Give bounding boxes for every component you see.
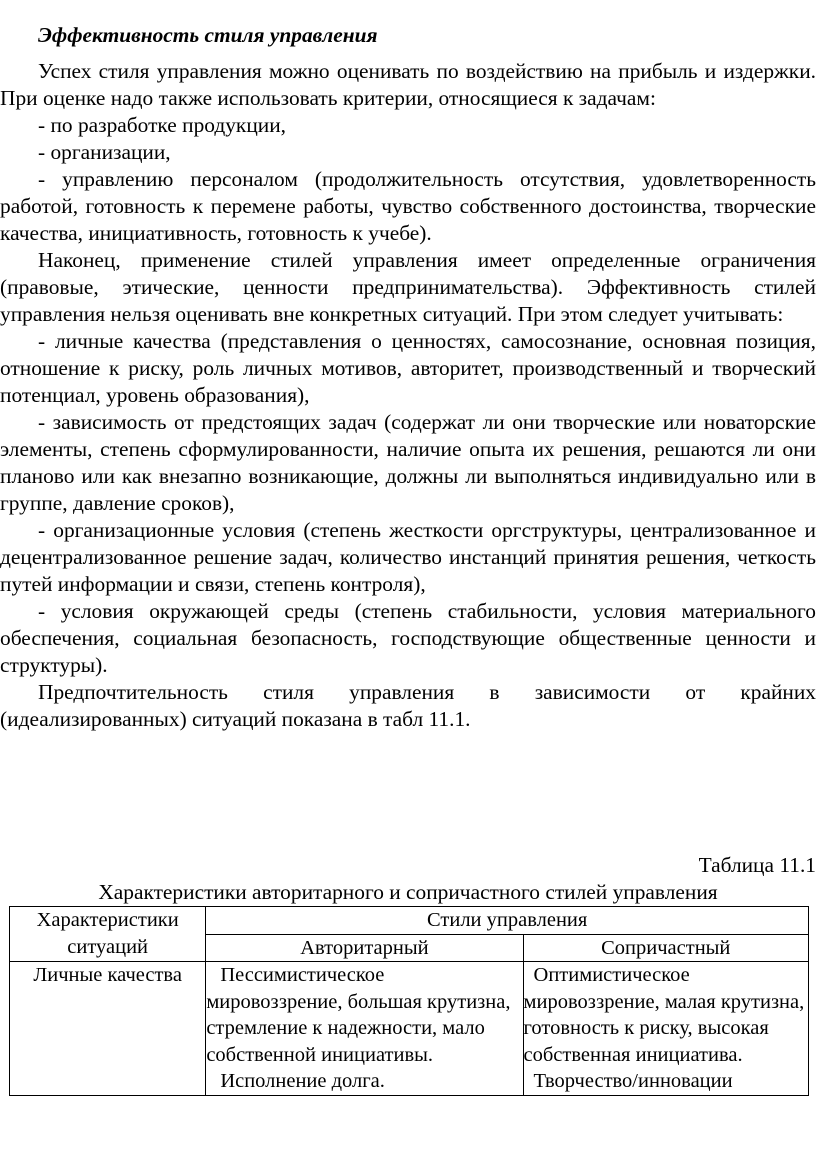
body-text bbox=[0, 58, 816, 733]
list-item-environment-conditions: - условия окружающей среды (степень стабильности, условия материального обеспечения, социальная безопасность, господствующие общественные ценности и структуры). bbox=[0, 599, 816, 677]
cell-participative-text: Оптимистическое мировоззрение, малая крутизна, готовность к риску, высокая собственная инициатива. bbox=[523, 964, 805, 1066]
list-item-task-dependency: - зависимость от предстоящих задач (содержат ли они творческие или новаторские элементы, степень сформулированности, наличие опыта их решения, решаются ли они планово или как внезапно возникающие, должны ли выполняться индивидуально или в группе, давление сроков), bbox=[0, 410, 816, 515]
paragraph-preference: Предпочтительность стиля управления в зависимости от крайних (идеализированных) ситуаций показана в табл 11.1. bbox=[0, 680, 816, 731]
cell-authoritarian bbox=[206, 962, 523, 1096]
list-item-product-development: - по разработке продукции, bbox=[38, 113, 287, 137]
header-participative: Сопричастный bbox=[523, 934, 808, 962]
header-situation-characteristics: Характеристики ситуаций bbox=[10, 907, 206, 962]
cell-participative-creativity: Творчество/инновации bbox=[533, 1070, 733, 1092]
cell-authoritarian-text: Пессимистическое мировоззрение, большая крутизна, стремление к надежности, мало собственной инициативы. bbox=[206, 964, 511, 1066]
table-header-row bbox=[10, 907, 809, 935]
cell-participative bbox=[523, 962, 808, 1096]
paragraph-limitations: Наконец, применение стилей управления имеет определенные ограничения (правовые, этические, ценности предпринимательства). Эффективность стилей управления нельзя оценивать вне конкретных ситуаций. При этом следует учитывать: bbox=[0, 248, 816, 326]
section-heading: Эффективность стиля управления bbox=[38, 23, 378, 47]
styles-table bbox=[9, 906, 809, 1096]
list-item-personal-qualities: - личные качества (представления о ценностях, самосознание, основная позиция, отношение к риску, роль личных мотивов, авторитет, производственный и творческий потенциал, уровень образования), bbox=[0, 329, 816, 407]
table-number: Таблица 11.1 bbox=[698, 853, 816, 877]
list-item-organizational-conditions: - организационные условия (степень жесткости оргструктуры, централизованное и децентрализованное решение задач, количество инстанций принятия решения, четкость путей информации и связи, степень контроля), bbox=[0, 518, 816, 596]
row-label-personal-qualities: Личные качества bbox=[10, 962, 206, 1096]
list-item-personnel: - управлению персоналом (продолжительность отсутствия, удовлетворенность работой, готовность к перемене работы, чувство собственного достоинства, творческие качества, инициативность, готовность к учебе). bbox=[0, 167, 816, 245]
header-authoritarian: Авторитарный bbox=[206, 934, 523, 962]
header-management-styles: Стили управления bbox=[206, 907, 809, 935]
table-row bbox=[10, 962, 809, 1096]
paragraph-success-criteria: Успех стиля управления можно оценивать по воздействию на прибыль и издержки. При оценке надо также использовать критерии, относящиеся к задачам: bbox=[0, 59, 816, 110]
cell-authoritarian-duty: Исполнение долга. bbox=[220, 1070, 385, 1092]
table-title: Характеристики авторитарного и сопричастного стилей управления bbox=[98, 880, 718, 904]
list-item-organization: - организации, bbox=[38, 140, 171, 164]
